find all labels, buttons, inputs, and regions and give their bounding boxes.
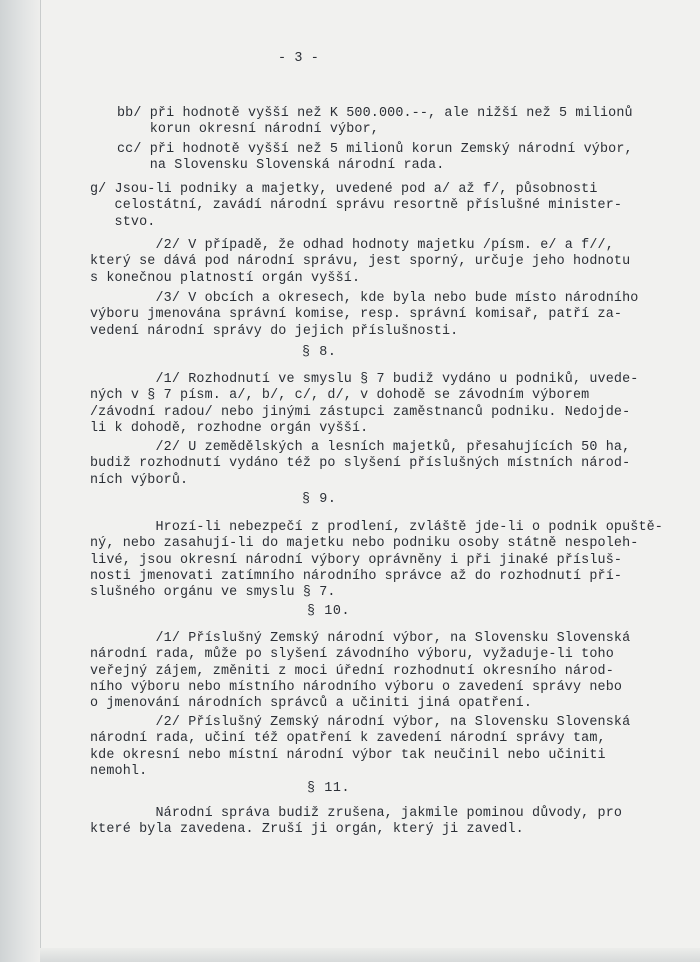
section-heading-10: § 10. bbox=[307, 604, 351, 619]
section-heading-9: § 9. bbox=[302, 492, 337, 507]
paragraph-10-1: /1/ Příslušný Zemský národní výbor, na Slovensku Slovenská národní rada, může po slyšení závodního výboru, vyžaduje-li toho veřejný zájem, změniti z moci úřední rozhodnutí okresního národ- ního výboru nebo místního národního výboru o zavedení správy nebo o jmenování národních správců a učiniti jiná opatření. bbox=[90, 631, 631, 712]
page-number: - 3 - bbox=[278, 51, 319, 66]
page-binding-edge bbox=[0, 0, 41, 962]
paragraph-11: Národní správa budiž zrušena, jakmile pominou důvody, pro které byla zavedena. Zruší ji orgán, který ji zavedl. bbox=[90, 806, 623, 838]
paragraph-8-1: /1/ Rozhodnutí ve smyslu § 7 budiž vydáno u podniků, uvede- ných v § 7 písm. a/, b/, c/, d/, v dohodě se závodním výborem /závodní radou/ nebo jinými zástupci zaměstnanců podniku. Nedojde- li k dohodě, rozhodne orgán vyšší. bbox=[90, 372, 639, 436]
paragraph-bb: bb/ při hodnotě vyšší než K 500.000.--, ale nižší než 5 milionů korun okresní národní výbor, bbox=[117, 106, 633, 138]
paragraph-g: g/ Jsou-li podniky a majetky, uvedené pod a/ až f/, působnosti celostátní, zavádí národní správu resortně příslušné minister- stvo. bbox=[90, 182, 623, 230]
page-bottom-edge bbox=[40, 948, 700, 962]
paragraph-9: Hrozí-li nebezpečí z prodlení, zvláště jde-li o podnik opuště- ný, nebo zasahují-li do majetku nebo podniku osoby státně nespoleh- livé, jsou okresní národní výbory oprávněny i při jinaké přísluš- nosti jmenovati zatímního národního správce až do rozhodnutí pří- slušného orgánu ve smyslu § 7. bbox=[90, 520, 663, 601]
section-heading-8: § 8. bbox=[302, 345, 337, 360]
paragraph-cc: cc/ při hodnotě vyšší než 5 milionů korun Zemský národní výbor, na Slovensku Slovenská národní rada. bbox=[117, 142, 633, 174]
section-heading-11: § 11. bbox=[307, 781, 351, 796]
paragraph-10-2: /2/ Příslušný Zemský národní výbor, na Slovensku Slovenská národní rada, učiní též opatření k zavedení národní správy tam, kde okresní nebo místní národní výbor tak neučinil nebo učiniti nemohl. bbox=[90, 715, 631, 779]
paragraph-7-2: /2/ V případě, že odhad hodnoty majetku /písm. e/ a f//, který se dává pod národní správu, jest sporný, určuje jeho hodnotu s konečnou platností orgán vyšší. bbox=[90, 238, 631, 286]
paragraph-7-3: /3/ V obcích a okresech, kde byla nebo bude místo národního výboru jmenována správní komise, resp. správní komisař, patří za- vedení národní správy do jejich příslušnosti. bbox=[90, 291, 639, 339]
paragraph-8-2: /2/ U zemědělských a lesních majetků, přesahujících 50 ha, budiž rozhodnutí vydáno též po slyšení příslušných místních národ- ních výborů. bbox=[90, 440, 631, 488]
